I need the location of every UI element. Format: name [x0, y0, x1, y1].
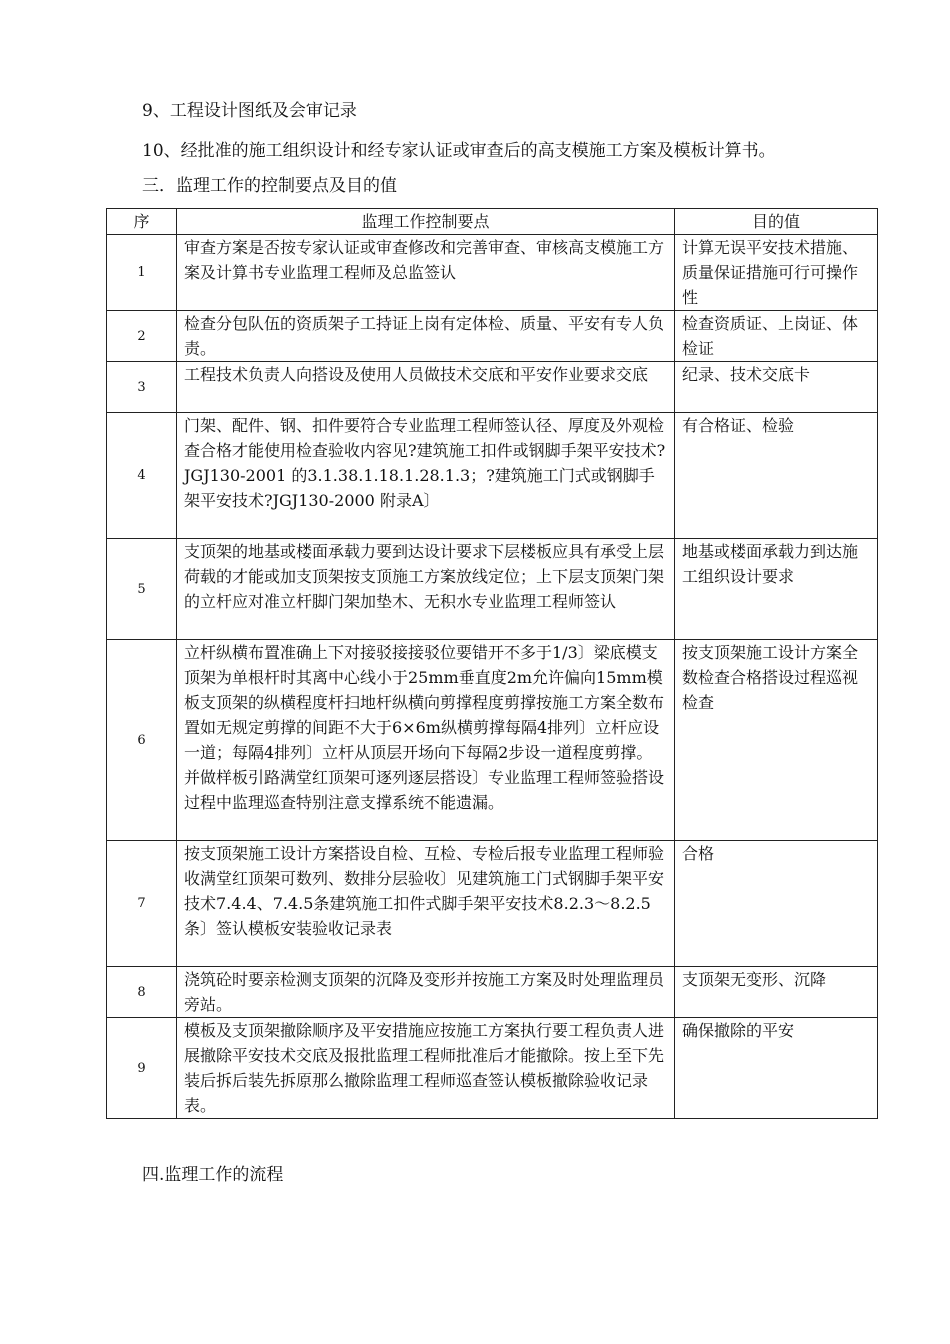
- row-number: 1: [107, 235, 177, 311]
- row-number: 8: [107, 967, 177, 1018]
- row-control-point: 支顶架的地基或楼面承载力要到达设计要求下层楼板应具有承受上层荷载的才能或加支顶架按支顶施工方案放线定位；上下层支顶架门架的立杆应对准立杆脚门架加垫木、无积水专业监理工程师签认: [177, 539, 675, 640]
- item-10-paragraph: 10、经批准的施工组织设计和经专家认证或审查后的高支模施工方案及模板计算书。: [142, 141, 776, 161]
- row-number: 6: [107, 640, 177, 841]
- table-row: [107, 311, 878, 362]
- row-goal: 确保撤除的平安: [675, 1018, 878, 1119]
- row-number: 5: [107, 539, 177, 640]
- row-goal: 地基或楼面承载力到达施工组织设计要求: [675, 539, 878, 640]
- row-goal: 按支顶架施工设计方案全数检查合格搭设过程巡视检查: [675, 640, 878, 841]
- row-number: 2: [107, 311, 177, 362]
- row-number: 7: [107, 841, 177, 967]
- row-control-point: 按支顶架施工设计方案搭设自检、互检、专检后报专业监理工程师验收满堂红顶架可数列、数排分层验收〕见建筑施工门式钢脚手架平安技术7.4.4、7.4.5条建筑施工扣件式脚手架平安技术8.2.3～8.2.5条〕签认模板安装验收记录表: [177, 841, 675, 967]
- header-goal: 目的值: [675, 209, 878, 235]
- section-3-heading: 三．监理工作的控制要点及目的值: [142, 176, 397, 196]
- row-number: 3: [107, 362, 177, 413]
- row-goal: 支顶架无变形、沉降: [675, 967, 878, 1018]
- table-header-row: [107, 209, 878, 235]
- table-row: [107, 640, 878, 841]
- row-goal: 合格: [675, 841, 878, 967]
- table-row: [107, 841, 878, 967]
- table-row: [107, 1018, 878, 1119]
- header-control-point: 监理工作控制要点: [177, 209, 675, 235]
- control-points-table: [106, 208, 878, 1119]
- table-row: [107, 539, 878, 640]
- row-control-point: 工程技术负责人向搭设及使用人员做技术交底和平安作业要求交底: [177, 362, 675, 413]
- row-goal: 计算无误平安技术措施、质量保证措施可行可操作性: [675, 235, 878, 311]
- table-row: [107, 967, 878, 1018]
- row-control-point: 模板及支顶架撤除顺序及平安措施应按施工方案执行要工程负责人进展撤除平安技术交底及报批监理工程师批准后才能撤除。按上至下先装后拆后装先拆原那么撤除监理工程师巡查签认模板撤除验收记录表。: [177, 1018, 675, 1119]
- item-9-paragraph: 9、工程设计图纸及会审记录: [142, 101, 357, 121]
- row-control-point: 门架、配件、钢、扣件要符合专业监理工程师签认径、厚度及外观检查合格才能使用检查验收内容见?建筑施工扣件或钢脚手架平安技术?JGJ130-2001 的3.1.38.1.18.1.28.1.3；?建筑施工门式或钢脚手架平安技术?JGJ130-2000 附录A〕: [177, 413, 675, 539]
- row-control-point: 审查方案是否按专家认证或审查修改和完善审查、审核高支模施工方案及计算书专业监理工程师及总监签认: [177, 235, 675, 311]
- row-number: 9: [107, 1018, 177, 1119]
- row-number: 4: [107, 413, 177, 539]
- header-no: 序: [107, 209, 177, 235]
- row-goal: 纪录、技术交底卡: [675, 362, 878, 413]
- row-control-point: 检查分包队伍的资质架子工持证上岗有定体检、质量、平安有专人负责。: [177, 311, 675, 362]
- row-goal: 检查资质证、上岗证、体检证: [675, 311, 878, 362]
- row-control-point: 立杆纵横布置准确上下对接驳接接驳位要错开不多于1/3〕梁底模支顶架为单根杆时其离中心线小于25mm垂直度2m允许偏向15mm模板支顶架的纵横程度杆扫地杆纵横向剪撑程度剪撑按施工方案全数布置如无规定剪撑的间距不大于6×6m纵横剪撑每隔4排列〕立杆应设一道；每隔4排列〕立杆从顶层开场向下每隔2步设一道程度剪撑。并做样板引路满堂红顶架可逐列逐层搭设〕专业监理工程师签验搭设过程中监理巡查特别注意支撑系统不能遗漏。: [177, 640, 675, 841]
- table-row: [107, 362, 878, 413]
- row-control-point: 浇筑砼时要亲检测支顶架的沉降及变形并按施工方案及时处理监理员旁站。: [177, 967, 675, 1018]
- table-row: [107, 413, 878, 539]
- row-goal: 有合格证、检验: [675, 413, 878, 539]
- table-row: [107, 235, 878, 311]
- section-4-heading: 四.监理工作的流程: [142, 1165, 284, 1185]
